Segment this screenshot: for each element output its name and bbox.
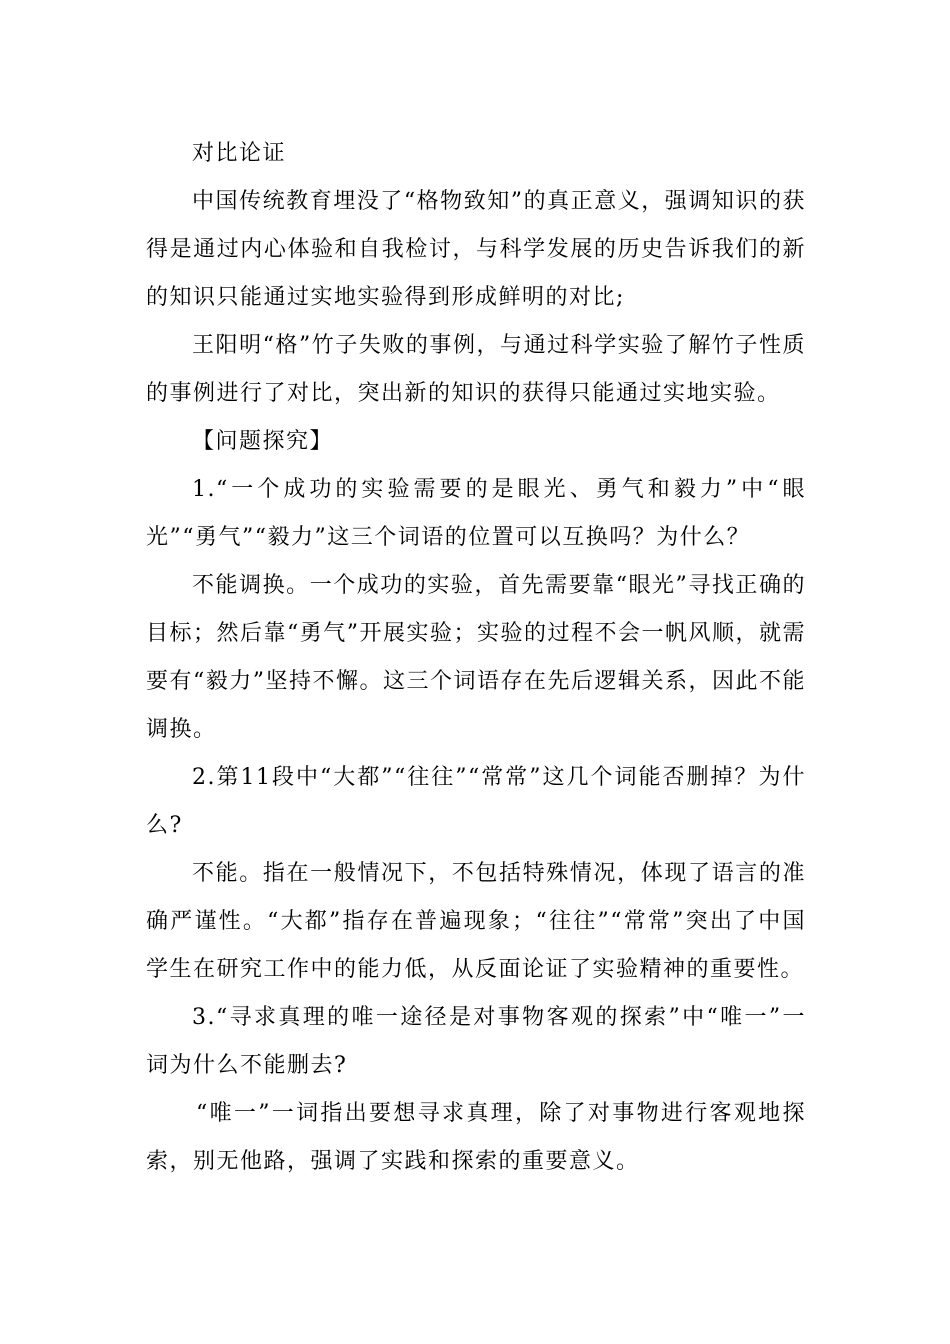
question-2: 2.第11段中“大都”“往往”“常常”这几个词能否删掉？为什么?	[146, 765, 806, 838]
section-label-contrast-argument: 对比论证	[192, 141, 287, 166]
paragraph-traditional-education: 中国传统教育埋没了“格物致知”的真正意义，强调知识的获得是通过内心体验和自我检讨，与科学发展的历史告诉我们的新的知识只能通过实地实验得到形成鲜明的对比;	[146, 189, 806, 310]
section-heading-question-inquiry: 【问题探究】	[192, 429, 334, 454]
document-body	[146, 130, 806, 1186]
question-3: 3.“寻求真理的唯一途径是对事物客观的探索”中“唯一”一词为什么不能删去?	[146, 1005, 806, 1078]
answer-3: “唯一”一词指出要想寻求真理，除了对事物进行客观地探索，别无他路，强调了实践和探索的重要意义。	[146, 1101, 806, 1174]
answer-1: 不能调换。一个成功的实验，首先需要靠“眼光”寻找正确的目标；然后靠“勇气”开展实验；实验的过程不会一帆风顺，就需要有“毅力”坚持不懈。这三个词语存在先后逻辑关系，因此不能调换。	[146, 573, 806, 742]
paragraph-wang-yangming-example: 王阳明“格”竹子失败的事例，与通过科学实验了解竹子性质的事例进行了对比，突出新的知识的获得只能通过实地实验。	[146, 333, 806, 406]
question-1: 1.“一个成功的实验需要的是眼光、勇气和毅力”中“眼光”“勇气”“毅力”这三个词语的位置可以互换吗？为什么？	[146, 477, 806, 550]
answer-2: 不能。指在一般情况下，不包括特殊情况，体现了语言的准确严谨性。“大都”指存在普遍现象；“往往”“常常”突出了中国学生在研究工作中的能力低，从反面论证了实验精神的重要性。	[146, 861, 806, 982]
